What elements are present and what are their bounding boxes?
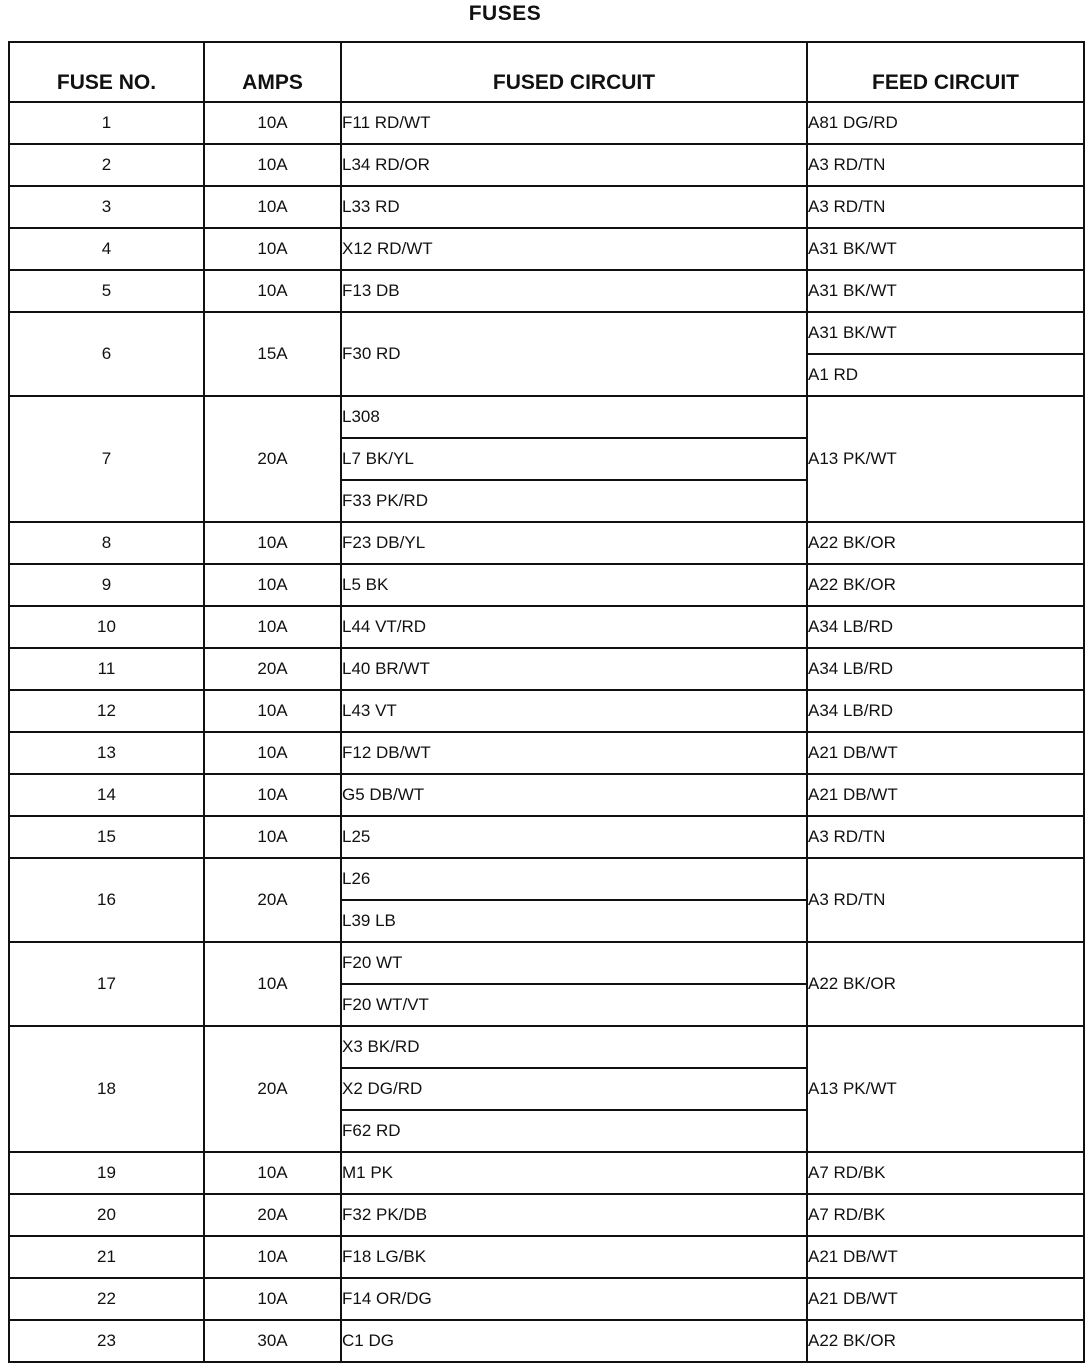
fused-circuit-cell: L26 <box>341 858 807 900</box>
table-row <box>9 144 1084 186</box>
feed-circuit-cell: A34 LB/RD <box>807 690 1084 732</box>
table-row <box>9 732 1084 774</box>
fused-circuit-cell: F62 RD <box>341 1110 807 1152</box>
fuse-number-cell: 9 <box>9 564 204 606</box>
feed-circuit-cell: A7 RD/BK <box>807 1194 1084 1236</box>
amps-cell: 20A <box>204 1194 341 1236</box>
amps-cell: 20A <box>204 648 341 690</box>
header-row <box>9 42 1084 102</box>
feed-circuit-cell: A34 LB/RD <box>807 648 1084 690</box>
fused-circuit-cell: L40 BR/WT <box>341 648 807 690</box>
amps-cell: 20A <box>204 396 341 522</box>
table-row <box>9 858 1084 900</box>
page-title: FUSES <box>468 2 542 25</box>
fused-circuit-cell: L39 LB <box>341 900 807 942</box>
fused-circuit-cell: F33 PK/RD <box>341 480 807 522</box>
feed-circuit-cell: A21 DB/WT <box>807 732 1084 774</box>
fused-circuit-cell: L43 VT <box>341 690 807 732</box>
feed-circuit-cell: A34 LB/RD <box>807 606 1084 648</box>
table-row <box>9 564 1084 606</box>
table-row <box>9 1194 1084 1236</box>
feed-circuit-cell: A1 RD <box>807 354 1084 396</box>
fused-circuit-cell: X12 RD/WT <box>341 228 807 270</box>
table-row <box>9 186 1084 228</box>
fused-circuit-cell: F13 DB <box>341 270 807 312</box>
fuse-number-cell: 10 <box>9 606 204 648</box>
fuse-number-cell: 23 <box>9 1320 204 1362</box>
table-row <box>9 942 1084 984</box>
feed-circuit-cell: A31 BK/WT <box>807 228 1084 270</box>
fuse-number-cell: 14 <box>9 774 204 816</box>
amps-cell: 10A <box>204 774 341 816</box>
amps-cell: 10A <box>204 942 341 1026</box>
table-row <box>9 312 1084 354</box>
fused-circuit-cell: L25 <box>341 816 807 858</box>
fuse-table-body <box>9 102 1084 1362</box>
fused-circuit-cell: C1 DG <box>341 1320 807 1362</box>
fuse-number-cell: 21 <box>9 1236 204 1278</box>
fuse-number-cell: 12 <box>9 690 204 732</box>
feed-circuit-cell: A3 RD/TN <box>807 144 1084 186</box>
fused-circuit-cell: F18 LG/BK <box>341 1236 807 1278</box>
feed-circuit-cell: A22 BK/OR <box>807 1320 1084 1362</box>
fused-circuit-cell: L33 RD <box>341 186 807 228</box>
fused-circuit-cell: F14 OR/DG <box>341 1278 807 1320</box>
feed-circuit-cell: A21 DB/WT <box>807 1278 1084 1320</box>
fuse-number-cell: 3 <box>9 186 204 228</box>
header-fused-circuit: FUSED CIRCUIT <box>341 42 807 102</box>
fused-circuit-cell: F23 DB/YL <box>341 522 807 564</box>
table-row <box>9 522 1084 564</box>
fuse-number-cell: 20 <box>9 1194 204 1236</box>
feed-circuit-cell: A22 BK/OR <box>807 942 1084 1026</box>
amps-cell: 10A <box>204 732 341 774</box>
amps-cell: 30A <box>204 1320 341 1362</box>
fused-circuit-cell: F32 PK/DB <box>341 1194 807 1236</box>
header-fuse-no: FUSE NO. <box>9 42 204 102</box>
amps-cell: 15A <box>204 312 341 396</box>
feed-circuit-cell: A3 RD/TN <box>807 858 1084 942</box>
amps-cell: 10A <box>204 144 341 186</box>
feed-circuit-cell: A22 BK/OR <box>807 522 1084 564</box>
feed-circuit-cell: A3 RD/TN <box>807 186 1084 228</box>
header-amps: AMPS <box>204 42 341 102</box>
fused-circuit-cell: F11 RD/WT <box>341 102 807 144</box>
fused-circuit-cell: X3 BK/RD <box>341 1026 807 1068</box>
table-row <box>9 690 1084 732</box>
amps-cell: 20A <box>204 858 341 942</box>
fuse-number-cell: 16 <box>9 858 204 942</box>
feed-circuit-cell: A13 PK/WT <box>807 1026 1084 1152</box>
fuse-number-cell: 5 <box>9 270 204 312</box>
fuse-number-cell: 18 <box>9 1026 204 1152</box>
feed-circuit-cell: A21 DB/WT <box>807 774 1084 816</box>
amps-cell: 10A <box>204 606 341 648</box>
feed-circuit-cell: A21 DB/WT <box>807 1236 1084 1278</box>
table-row <box>9 606 1084 648</box>
table-row <box>9 648 1084 690</box>
feed-circuit-cell: A3 RD/TN <box>807 816 1084 858</box>
table-row <box>9 228 1084 270</box>
fused-circuit-cell: F20 WT <box>341 942 807 984</box>
fused-circuit-cell: F20 WT/VT <box>341 984 807 1026</box>
fuse-number-cell: 4 <box>9 228 204 270</box>
fuse-number-cell: 15 <box>9 816 204 858</box>
fused-circuit-cell: L5 BK <box>341 564 807 606</box>
table-row <box>9 1152 1084 1194</box>
feed-circuit-cell: A81 DG/RD <box>807 102 1084 144</box>
table-row <box>9 774 1084 816</box>
table-row <box>9 1278 1084 1320</box>
table-row <box>9 1320 1084 1362</box>
header-feed-circuit: FEED CIRCUIT <box>807 42 1084 102</box>
fuse-number-cell: 7 <box>9 396 204 522</box>
table-row <box>9 1236 1084 1278</box>
fused-circuit-cell: F12 DB/WT <box>341 732 807 774</box>
fuse-number-cell: 19 <box>9 1152 204 1194</box>
fused-circuit-cell: F30 RD <box>341 312 807 396</box>
amps-cell: 10A <box>204 1152 341 1194</box>
fuse-table <box>8 41 1085 1363</box>
fuse-number-cell: 1 <box>9 102 204 144</box>
feed-circuit-cell: A22 BK/OR <box>807 564 1084 606</box>
fuse-number-cell: 17 <box>9 942 204 1026</box>
amps-cell: 10A <box>204 816 341 858</box>
fused-circuit-cell: L44 VT/RD <box>341 606 807 648</box>
feed-circuit-cell: A31 BK/WT <box>807 312 1084 354</box>
table-row <box>9 396 1084 438</box>
amps-cell: 10A <box>204 564 341 606</box>
fused-circuit-cell: M1 PK <box>341 1152 807 1194</box>
amps-cell: 10A <box>204 1236 341 1278</box>
amps-cell: 10A <box>204 1278 341 1320</box>
fuse-number-cell: 13 <box>9 732 204 774</box>
amps-cell: 10A <box>204 228 341 270</box>
table-row <box>9 816 1084 858</box>
fuse-number-cell: 11 <box>9 648 204 690</box>
feed-circuit-cell: A13 PK/WT <box>807 396 1084 522</box>
fused-circuit-cell: X2 DG/RD <box>341 1068 807 1110</box>
fused-circuit-cell: L7 BK/YL <box>341 438 807 480</box>
table-row <box>9 102 1084 144</box>
fused-circuit-cell: L34 RD/OR <box>341 144 807 186</box>
fuse-number-cell: 2 <box>9 144 204 186</box>
fused-circuit-cell: L308 <box>341 396 807 438</box>
table-row <box>9 270 1084 312</box>
feed-circuit-cell: A31 BK/WT <box>807 270 1084 312</box>
amps-cell: 10A <box>204 690 341 732</box>
amps-cell: 10A <box>204 270 341 312</box>
fuse-number-cell: 22 <box>9 1278 204 1320</box>
feed-circuit-cell: A7 RD/BK <box>807 1152 1084 1194</box>
amps-cell: 10A <box>204 522 341 564</box>
fuse-number-cell: 8 <box>9 522 204 564</box>
table-row <box>9 1026 1084 1068</box>
fused-circuit-cell: G5 DB/WT <box>341 774 807 816</box>
amps-cell: 10A <box>204 186 341 228</box>
amps-cell: 10A <box>204 102 341 144</box>
amps-cell: 20A <box>204 1026 341 1152</box>
fuse-number-cell: 6 <box>9 312 204 396</box>
